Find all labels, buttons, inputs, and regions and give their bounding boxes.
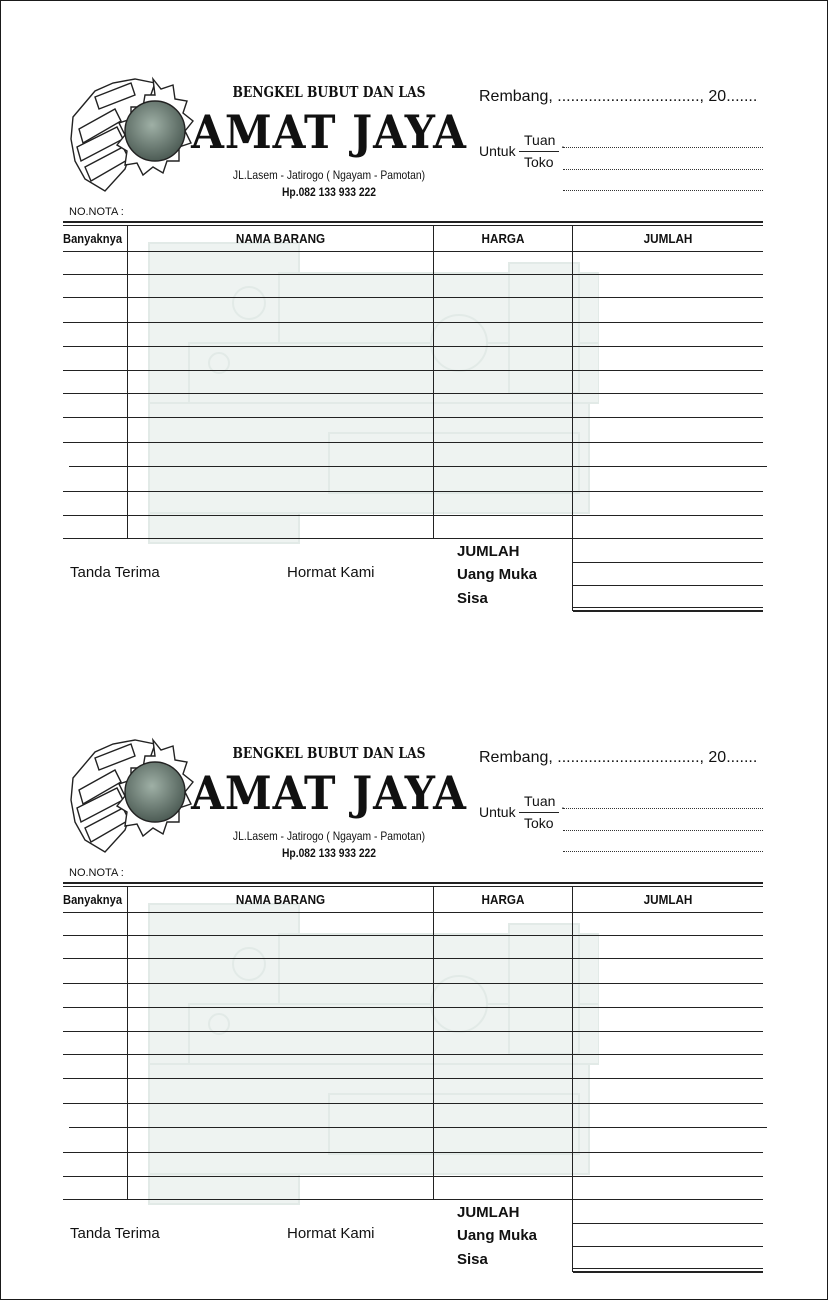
recipient-line-3[interactable] bbox=[563, 851, 763, 852]
recipient-colon: . bbox=[561, 796, 565, 812]
col-header-harga: HARGA bbox=[481, 892, 525, 907]
col-header-jumlah: JUMLAH bbox=[643, 892, 693, 907]
uang-muka-label: Uang Muka bbox=[457, 1227, 538, 1244]
table-row[interactable] bbox=[63, 393, 763, 394]
table-row[interactable] bbox=[63, 274, 763, 275]
shop-name: AMAT JAYA bbox=[191, 766, 467, 820]
hormat-kami-label: Hormat Kami bbox=[287, 1225, 375, 1242]
col-divider-1 bbox=[127, 226, 128, 539]
table-row[interactable] bbox=[63, 297, 763, 298]
shop-subtitle: BENGKEL BUBUT DAN LAS bbox=[232, 83, 426, 101]
recipient-line-2[interactable] bbox=[563, 830, 763, 831]
table-row[interactable] bbox=[63, 370, 763, 371]
table-row[interactable] bbox=[63, 346, 763, 347]
col-divider-2 bbox=[433, 226, 434, 539]
sisa-label: Sisa bbox=[457, 1251, 488, 1268]
shop-phone: Hp.082 133 933 222 bbox=[281, 185, 377, 199]
col-divider-3 bbox=[572, 887, 573, 1272]
toko-label: Toko bbox=[524, 154, 554, 170]
table-row[interactable] bbox=[69, 466, 767, 467]
uang-muka-label: Uang Muka bbox=[457, 566, 538, 583]
summary-row[interactable] bbox=[573, 562, 763, 563]
table-row[interactable] bbox=[69, 1127, 767, 1128]
table-row[interactable] bbox=[63, 1007, 763, 1008]
shop-address: JL.Lasem - Jatirogo ( Ngayam - Pamotan) bbox=[232, 829, 426, 843]
col-divider-3 bbox=[572, 226, 573, 611]
tuan-label: Tuan bbox=[524, 793, 556, 809]
jumlah-label: JUMLAH bbox=[457, 543, 520, 560]
col-divider-1 bbox=[127, 887, 128, 1200]
shop-subtitle: BENGKEL BUBUT DAN LAS bbox=[232, 744, 426, 762]
recipient-colon: . bbox=[561, 135, 565, 151]
summary-total-rule-double bbox=[573, 1271, 763, 1273]
tanda-terima-label: Tanda Terima bbox=[70, 564, 160, 581]
header-rule-bottom bbox=[63, 225, 763, 226]
table-row[interactable] bbox=[63, 935, 763, 936]
table-row[interactable] bbox=[63, 1031, 763, 1032]
date-line[interactable]: Rembang, ................................, 20....... bbox=[479, 749, 758, 766]
shop-phone: Hp.082 133 933 222 bbox=[281, 846, 377, 860]
table-row[interactable] bbox=[63, 1199, 763, 1200]
table-row[interactable] bbox=[63, 1152, 763, 1153]
summary-row[interactable] bbox=[573, 1246, 763, 1247]
table-row[interactable] bbox=[63, 417, 763, 418]
col-divider-2 bbox=[433, 887, 434, 1200]
tanda-terima-label: Tanda Terima bbox=[70, 1225, 160, 1242]
tuan-toko-divider bbox=[519, 812, 559, 813]
table-row[interactable] bbox=[63, 491, 763, 492]
nota-bottom bbox=[1, 662, 827, 1300]
no-nota-label: NO.NOTA : bbox=[69, 867, 124, 879]
header-rule-top bbox=[63, 221, 763, 223]
nota-top bbox=[1, 1, 827, 661]
no-nota-label: NO.NOTA : bbox=[69, 206, 124, 218]
table-row[interactable] bbox=[63, 1054, 763, 1055]
header-rule-top bbox=[63, 882, 763, 884]
summary-total-rule bbox=[573, 1268, 763, 1269]
header-rule-bottom bbox=[63, 886, 763, 887]
sisa-label: Sisa bbox=[457, 590, 488, 607]
table-row[interactable] bbox=[63, 1103, 763, 1104]
date-line[interactable]: Rembang, ................................, 20....... bbox=[479, 88, 758, 105]
jumlah-label: JUMLAH bbox=[457, 1204, 520, 1221]
table-row[interactable] bbox=[63, 322, 763, 323]
table-row bbox=[63, 912, 763, 913]
untuk-label: Untuk bbox=[479, 804, 516, 820]
table-row[interactable] bbox=[63, 958, 763, 959]
gear-logo-icon bbox=[65, 730, 195, 858]
recipient-line-1[interactable] bbox=[563, 147, 763, 148]
col-header-banyaknya: Banyaknya bbox=[63, 231, 123, 246]
col-header-nama-barang: NAMA BARANG bbox=[235, 892, 326, 907]
summary-total-rule bbox=[573, 607, 763, 608]
table-row[interactable] bbox=[63, 442, 763, 443]
hormat-kami-label: Hormat Kami bbox=[287, 564, 375, 581]
table-row bbox=[63, 251, 763, 252]
table-row[interactable] bbox=[63, 1176, 763, 1177]
table-row[interactable] bbox=[63, 1078, 763, 1079]
recipient-line-3[interactable] bbox=[563, 190, 763, 191]
untuk-label: Untuk bbox=[479, 143, 516, 159]
tuan-label: Tuan bbox=[524, 132, 556, 148]
recipient-line-2[interactable] bbox=[563, 169, 763, 170]
table-row[interactable] bbox=[63, 983, 763, 984]
shop-address: JL.Lasem - Jatirogo ( Ngayam - Pamotan) bbox=[232, 168, 426, 182]
col-header-banyaknya: Banyaknya bbox=[63, 892, 123, 907]
summary-total-rule-double bbox=[573, 610, 763, 612]
recipient-line-1[interactable] bbox=[563, 808, 763, 809]
col-header-harga: HARGA bbox=[481, 231, 525, 246]
summary-row[interactable] bbox=[573, 1223, 763, 1224]
table-row[interactable] bbox=[63, 538, 763, 539]
shop-name: AMAT JAYA bbox=[191, 105, 467, 159]
table-row[interactable] bbox=[63, 515, 763, 516]
col-header-jumlah: JUMLAH bbox=[643, 231, 693, 246]
col-header-nama-barang: NAMA BARANG bbox=[235, 231, 326, 246]
summary-row[interactable] bbox=[573, 585, 763, 586]
tuan-toko-divider bbox=[519, 151, 559, 152]
gear-logo-icon bbox=[65, 69, 195, 197]
toko-label: Toko bbox=[524, 815, 554, 831]
